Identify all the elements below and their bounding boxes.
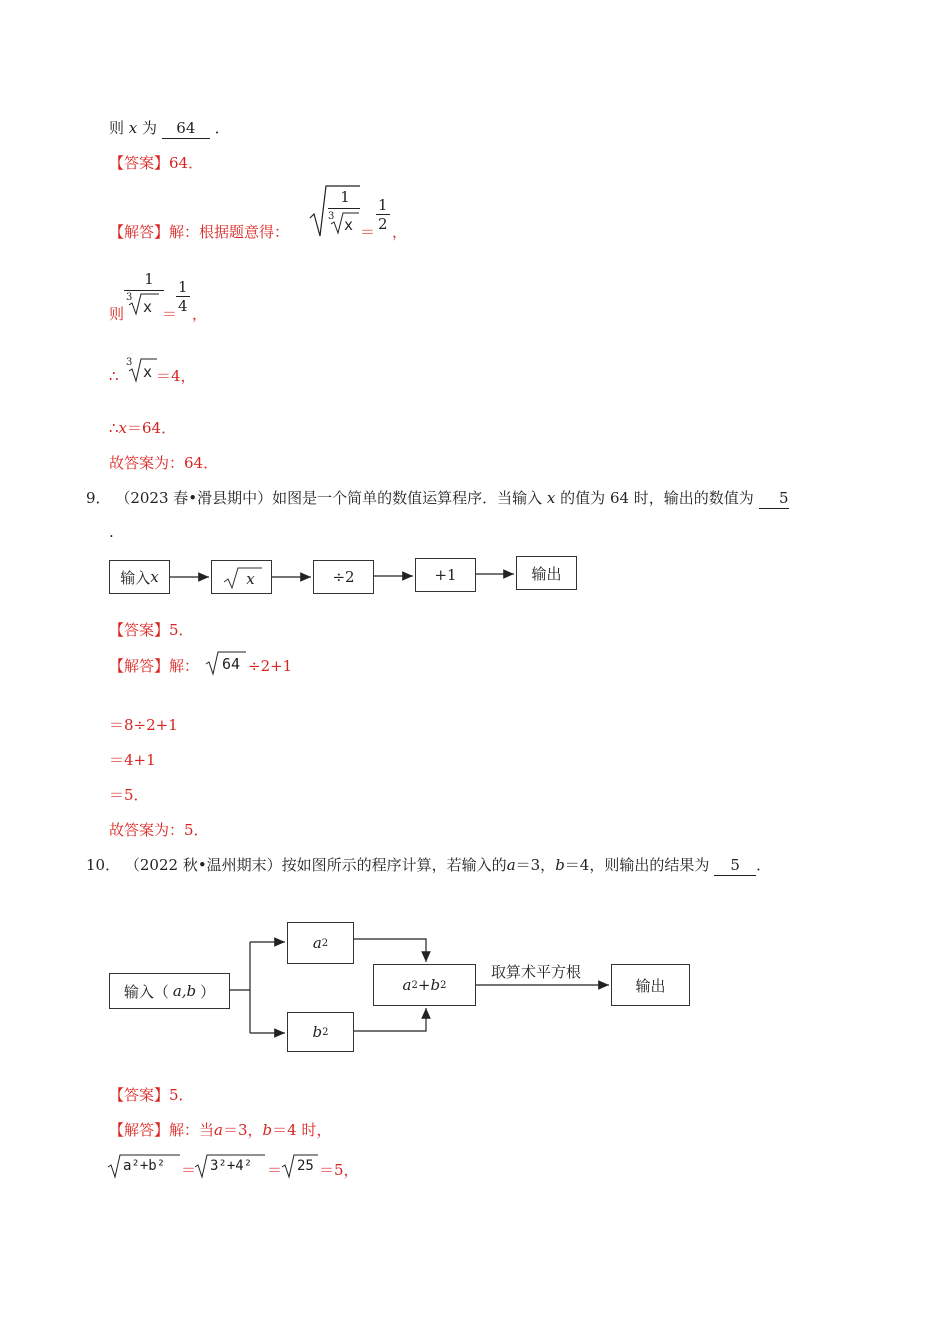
q10-equals-b: ＝ [267, 1161, 283, 1179]
q9-input-label: 输入 [120, 568, 151, 587]
q10-solution-lead [109, 1120, 331, 1140]
cbrt-index: 3 [126, 357, 133, 368]
q8-equals: ＝ [360, 223, 376, 241]
q10-output-box: 输出 [611, 964, 690, 1006]
q10-result: ＝5， [319, 1161, 359, 1179]
q9-step-3: ＝5． [109, 786, 149, 804]
sol-eq4: ＝4 时， [272, 1121, 332, 1139]
q9-step-2: ＝4+1 [109, 751, 156, 769]
q9-add-box: +1 [415, 558, 476, 592]
q9-stem-tail: . [109, 523, 114, 541]
q8-cbrt-eq: ＝4， [156, 367, 196, 385]
q10-end: ． [756, 856, 772, 874]
answer-value: 5． [169, 621, 194, 639]
q8-lhs-numerator: 1 [144, 270, 154, 288]
answer-value: 64． [169, 154, 204, 172]
half-denominator: 2 [378, 215, 388, 233]
q9-step-1: ＝8÷2+1 [109, 716, 178, 734]
q9-divide-box: ÷2 [313, 560, 374, 594]
q9-radicand: 64 [222, 655, 241, 673]
q9-source: （2023 春•滑县期中） [115, 489, 273, 507]
q9-sol-rest: ÷2+1 [248, 657, 293, 675]
solution-label: 【解答】 [109, 1121, 170, 1139]
q10-b-squared-box [287, 1012, 354, 1052]
solution-lead: 解： [169, 657, 200, 675]
solution-lead: 解：当 [169, 1121, 215, 1139]
answer-label: 【答案】 [109, 154, 170, 172]
quarter-numerator: 1 [178, 278, 188, 296]
q9-answer-blank: 5 [759, 488, 789, 509]
q10-input-label: 输入（ [123, 982, 169, 1001]
q10-radicand-3: 25 [297, 1158, 314, 1174]
a-sq-base: a [312, 934, 322, 952]
quarter-denominator: 4 [178, 297, 188, 315]
sum-b: b [430, 976, 441, 994]
sum-b-exp: 2 [440, 979, 447, 991]
q8-x-value: ＝64． [127, 419, 177, 437]
half-numerator: 1 [378, 196, 388, 214]
solution-lead: 解：根据题意得： [169, 223, 290, 241]
q10-radicand-2: 3²+4² [210, 1158, 253, 1174]
q8-outer-numerator: 1 [340, 188, 350, 206]
q10-equals-a: ＝ [181, 1161, 197, 1179]
sol-eq3: ＝3， [222, 1121, 263, 1139]
q8-lhs-radicand-x: x [143, 298, 153, 316]
q8-answer-blank: 64 [162, 118, 210, 139]
q9-output-box: 输出 [516, 556, 577, 590]
q10-a-squared-box [287, 922, 354, 964]
q10-eq4: ＝4，则输出的结果为 [564, 856, 710, 874]
q8-final-answer: 故答案为：64． [109, 454, 219, 472]
q10-arrow-a2-sum [354, 939, 426, 962]
solution-label: 【解答】 [109, 657, 170, 675]
q10-var-a: a [506, 856, 516, 874]
q10-answer [109, 1085, 194, 1105]
q9-stem-a: 如图是一个简单的数值运算程序．当输入 [272, 489, 543, 507]
q8-mid: 为 [142, 119, 158, 137]
q8-then: 则 [109, 305, 125, 323]
sol-var-a: a [214, 1121, 223, 1139]
q8-prefix: 则 [109, 119, 125, 137]
q10-radicand-1: a²+b² [123, 1158, 166, 1174]
therefore-symbol: ∴ [109, 367, 119, 385]
solution-label: 【解答】 [109, 223, 170, 241]
q10-eq3: ＝3， [515, 856, 556, 874]
q8-lhs-cuberoot-index: 3 [126, 292, 133, 303]
q8-x-var: x [118, 419, 128, 437]
q9-number: 9． [86, 489, 111, 507]
q10-sum-box [373, 964, 476, 1006]
q9-sqrt-var: x [246, 570, 255, 588]
q10-input-close: ） [200, 982, 216, 1001]
q8-comma-2: ， [192, 305, 208, 323]
q10-input-box [109, 973, 230, 1009]
q8-var: x [128, 119, 138, 137]
q9-answer [109, 620, 194, 640]
sum-plus: + [417, 976, 431, 994]
q10-number: 10． [86, 856, 121, 874]
answer-label: 【答案】 [109, 1086, 170, 1104]
q9-input-var: x [150, 568, 159, 586]
q8-comma: ， [392, 223, 408, 241]
q8-end: ． [214, 119, 230, 137]
q10-edge-label: 取算术平方根 [491, 963, 582, 981]
sum-a-exp: 2 [411, 979, 418, 991]
cbrt-radicand: x [143, 363, 153, 381]
q10-answer-blank: 5 [714, 855, 756, 876]
therefore-symbol-2: ∴ [109, 419, 119, 437]
q10-stem-a: 按如图所示的程序计算，若输入的 [281, 856, 507, 874]
q10-stem [86, 855, 771, 876]
sum-a: a [402, 976, 412, 994]
q8-radicand-x: x [344, 216, 354, 234]
q9-final-answer: 故答案为：5． [109, 821, 209, 839]
q9-solution [109, 656, 199, 676]
q9-stem-b: 的值为 64 时，输出的数值为 [560, 489, 754, 507]
q8-equals-2: ＝ [162, 305, 178, 323]
answer-label: 【答案】 [109, 621, 170, 639]
a-sq-exp: 2 [321, 937, 329, 949]
answer-value: 5． [169, 1086, 194, 1104]
q10-var-b: b [555, 856, 565, 874]
b-sq-exp: 2 [322, 1026, 329, 1038]
q10-arrow-b2-sum [354, 1008, 426, 1031]
sol-var-b: b [262, 1121, 273, 1139]
b-sq-base: b [312, 1023, 323, 1041]
q10-input-vars: a,b [172, 982, 197, 1000]
q8-cuberoot-index: 3 [328, 211, 335, 222]
q9-stem-var: x [546, 489, 556, 507]
q10-source: （2022 秋•温州期末） [124, 856, 282, 874]
